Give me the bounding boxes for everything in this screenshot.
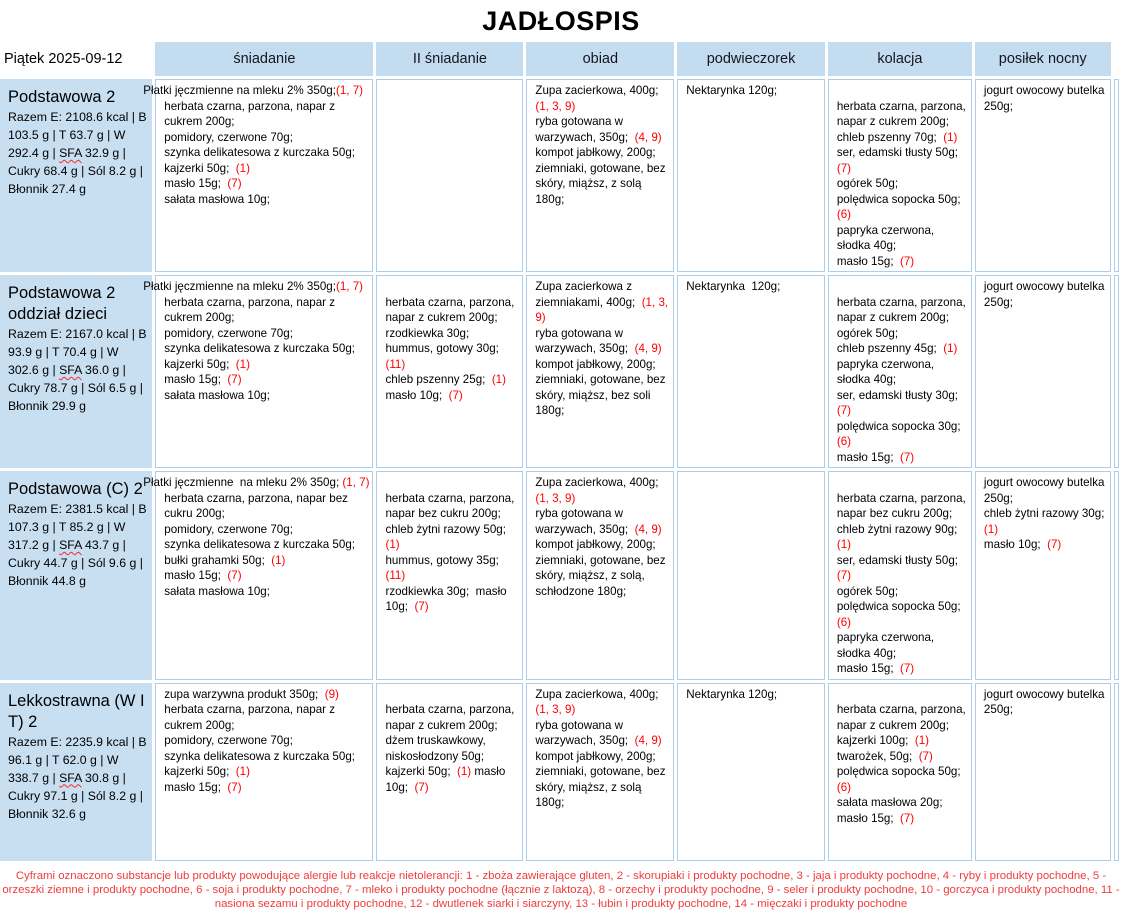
menu-text: masło 15g;	[836, 662, 900, 675]
allergen-code: (1)	[271, 553, 286, 567]
menu-text: herbata czarna, parzona, napar bez cukru 200g;	[836, 491, 969, 520]
menu-text-line	[837, 388, 968, 419]
menu-text: sałata masłowa 10g;	[164, 388, 270, 402]
menu-text: pomidory, czerwone 70g;	[164, 734, 293, 747]
menu-text-line	[164, 176, 369, 192]
menu-cell-kolacja	[828, 471, 972, 680]
menu-text-line	[164, 341, 369, 372]
menu-text-line	[837, 130, 968, 146]
allergen-code: (7)	[448, 388, 463, 402]
menu-text-line	[385, 584, 519, 615]
menu-cell-sniadanie	[143, 471, 373, 680]
menu-text: ser, edamski tłusty 30g;	[836, 388, 965, 402]
menu-text: hummus, gotowy 30g;	[385, 342, 506, 355]
menu-text: ryba gotowana w warzywach, 350g;	[535, 718, 635, 747]
menu-text: masło 15g;	[164, 177, 228, 190]
menu-text-line	[837, 419, 968, 450]
menu-cell-ii-sniadanie	[376, 683, 523, 861]
allergen-code: (1, 3, 9)	[535, 295, 672, 324]
blank-line	[385, 475, 519, 491]
menu-text: szynka delikatesowa z kurczaka 50g; kajzerki 50g;	[164, 146, 362, 175]
allergen-code: (7)	[836, 161, 852, 175]
menu-text: chleb pszenny 25g;	[385, 373, 492, 386]
allergen-code: (7)	[227, 373, 242, 386]
menu-text: Zupa zacierkowa z ziemniakami, 400g;	[535, 280, 642, 309]
menu-text-line	[385, 522, 519, 553]
menu-text-line	[837, 254, 968, 270]
allergen-code: (7)	[227, 177, 242, 190]
diet-row-header	[0, 471, 152, 680]
allergen-code: (4, 9)	[634, 342, 662, 355]
menu-text-line	[535, 687, 670, 718]
diet-name: Podstawowa 2 oddział dzieci	[8, 284, 116, 323]
diet-row-header	[0, 683, 152, 861]
menu-text-line	[984, 537, 1107, 553]
menu-text-line	[837, 749, 968, 765]
menu-text-line	[837, 630, 968, 661]
menu-text-line	[164, 687, 369, 703]
menu-cell-ii-sniadanie	[376, 79, 523, 272]
menu-text-line	[143, 279, 369, 295]
menu-text: jogurt owocowy butelka 250g;	[983, 476, 1108, 505]
menu-text-line	[164, 780, 369, 796]
menu-cell-kolacja	[828, 79, 972, 272]
allergen-code: (7)	[900, 450, 915, 464]
menu-text: twarożek, 50g;	[836, 749, 919, 763]
menu-text: chleb żytni razowy 50g;	[385, 522, 513, 536]
menu-cell-sniadanie	[155, 683, 373, 861]
allergen-code: (4, 9)	[634, 522, 662, 536]
allergen-code: (1, 3, 9)	[535, 99, 576, 113]
menu-text-line	[837, 176, 968, 192]
menu-cell-ii-sniadanie	[376, 471, 523, 680]
menu-text-line	[837, 491, 968, 522]
table-right-edge	[1114, 471, 1119, 680]
menu-text: ryba gotowana w warzywach, 350g;	[535, 326, 635, 355]
table-right-edge	[1114, 42, 1119, 76]
diet-label-wrap	[0, 471, 152, 598]
menu-text-line	[837, 522, 968, 553]
menu-text: chleb pszenny 70g;	[836, 130, 944, 144]
menu-text-line	[535, 475, 670, 506]
menu-text-line	[837, 584, 968, 600]
menu-text: jogurt owocowy butelka 250g;	[983, 84, 1108, 113]
diet-row-header	[0, 275, 152, 468]
menu-text: ogórek 50g;	[836, 584, 899, 598]
menu-text-line	[837, 145, 968, 176]
menu-text-line	[686, 83, 821, 99]
menu-text: kompot jabłkowy, 200g;	[535, 357, 656, 371]
allergen-code: (7)	[836, 569, 852, 582]
menu-cell-posilek-nocny	[975, 683, 1111, 861]
menu-text-line	[535, 372, 670, 419]
diet-label-wrap	[0, 79, 152, 206]
menu-text: ser, edamski tłusty 50g;	[836, 553, 965, 567]
menu-text-line	[164, 522, 369, 538]
allergen-code: (1)	[943, 342, 958, 355]
menu-text-line	[984, 687, 1107, 718]
menu-text: chleb żytni razowy 30g;	[983, 507, 1111, 520]
menu-text: herbata czarna, parzona, napar z cukrem 200g;	[164, 295, 339, 324]
menu-text: polędwica sopocka 50g;	[836, 765, 968, 778]
nutrition-summary: Razem E: 2235.9 kcal | B 96.1 g | T 62.0 g | W 338.7 g | SFA 30.8 g | Cukry 97.1 g | Sól 8.2 g | Błonnik 32.6 g	[8, 734, 147, 821]
column-header-row	[0, 42, 1119, 76]
menu-text-line	[164, 99, 369, 130]
menu-text: Płatki jęczmienne na mleku 2% 350g;	[143, 280, 336, 293]
menu-text: dżem truskawkowy, niskosłodzony 50g; kajzerki 50g;	[385, 734, 491, 778]
menu-text-line	[983, 506, 1111, 537]
menu-text-line	[535, 749, 670, 765]
sfa-term: SFA	[59, 538, 82, 552]
menu-text: szynka delikatesowa z kurczaka 50g; kajzerki 50g;	[164, 749, 362, 778]
allergen-code: (4, 9)	[634, 130, 662, 144]
menu-text-line	[837, 341, 968, 357]
blank-line	[837, 83, 968, 99]
allergen-code: (1, 7)	[342, 476, 370, 489]
allergen-code: (7)	[836, 404, 852, 417]
menu-text-line	[164, 130, 369, 146]
menu-row	[0, 275, 1119, 468]
diet-name: Podstawowa (C) 2	[8, 480, 143, 498]
menu-text: masło 10g;	[385, 388, 449, 402]
menu-text: szynka delikatesowa z kurczaka 50g; kajzerki 50g;	[164, 342, 362, 371]
sfa-term: SFA	[59, 770, 82, 785]
menu-text: herbata czarna, parzona, napar z cukrem 200g;	[164, 703, 339, 732]
menu-text: Płatki jęczmienne na mleku 2% 350g;	[143, 476, 343, 489]
menu-cell-podwieczorek	[677, 79, 825, 272]
allergen-code: (6)	[836, 615, 852, 629]
menu-text-line	[837, 99, 968, 130]
menu-text: kompot jabłkowy, 200g;	[535, 538, 656, 551]
allergen-code: (7)	[900, 254, 915, 268]
menu-text-line	[535, 83, 670, 114]
col-header-posilek-nocny: posiłek nocny	[975, 42, 1111, 76]
menu-text-line	[535, 279, 670, 326]
menu-text: papryka czerwona, słodka 40g;	[836, 357, 938, 386]
menu-cell-obiad	[526, 471, 674, 680]
diet-label-wrap	[0, 683, 152, 831]
menu-text: polędwica sopocka 50g;	[836, 600, 968, 613]
blank-line	[385, 279, 519, 295]
menu-text-line	[164, 372, 369, 388]
menu-text: ziemniaki, gotowane, bez skóry, miąższ, z solą 180g;	[535, 765, 669, 809]
menu-text: ziemniaki, gotowane, bez skóry, miąższ, bez soli 180g;	[535, 373, 669, 417]
menu-text: pomidory, czerwone 70g;	[164, 130, 293, 144]
menu-text-line	[837, 295, 968, 342]
col-header-podwieczorek: podwieczorek	[677, 42, 825, 76]
menu-text-line	[837, 223, 968, 254]
menu-text-line	[837, 764, 968, 795]
allergen-code: (7)	[1047, 538, 1062, 551]
menu-text: pomidory, czerwone 70g;	[164, 522, 293, 536]
menu-text: Płatki jęczmienne na mleku 2% 350g;	[143, 84, 336, 97]
menu-text: ryba gotowana w warzywach, 350g;	[535, 507, 635, 536]
allergen-code: (1, 7)	[335, 84, 364, 97]
allergen-code: (7)	[900, 811, 915, 825]
menu-text-line	[164, 145, 369, 176]
date-label: Piątek 2025-09-12	[0, 42, 152, 76]
menu-text-line	[164, 584, 369, 600]
menu-text-line	[686, 687, 821, 703]
menu-text-line	[837, 192, 968, 223]
menu-row	[0, 79, 1119, 272]
allergen-code: (7)	[227, 569, 242, 582]
col-header-obiad: obiad	[526, 42, 674, 76]
sfa-term: SFA	[59, 363, 82, 377]
menu-text: masło 10g;	[983, 538, 1048, 551]
menu-cell-podwieczorek	[677, 275, 825, 468]
allergen-code: (1)	[235, 161, 250, 175]
menu-text-line	[164, 733, 369, 749]
menu-text-line	[385, 295, 519, 342]
menu-text-line	[535, 764, 670, 811]
menu-text-line	[984, 279, 1107, 310]
diet-row-header	[0, 79, 152, 272]
menu-cell-sniadanie	[143, 79, 373, 272]
table-right-edge	[1114, 275, 1119, 468]
menu-text-line	[837, 553, 968, 584]
allergen-code: (1)	[235, 765, 250, 778]
allergen-code: (7)	[227, 780, 242, 794]
menu-text: ryba gotowana w warzywach, 350g;	[535, 115, 635, 144]
menu-text: Nektarynka 120g;	[686, 84, 778, 97]
allergen-code: (7)	[918, 749, 933, 763]
menu-text-line	[164, 326, 369, 342]
menu-text-line	[164, 702, 369, 733]
menu-text: ziemniaki, gotowane, bez skóry, miąższ, z solą, schłodzone 180g;	[535, 553, 669, 598]
menu-text-line	[837, 599, 968, 630]
menu-text-line	[535, 161, 670, 208]
menu-text: rzodkiewka 30g; masło 10g;	[385, 584, 510, 613]
nutrition-summary: Razem E: 2167.0 kcal | B 93.9 g | T 70.4 g | W 302.6 g | SFA 36.0 g | Cukry 78.7 g | Sól 6.5 g | Błonnik 29.9 g	[8, 327, 147, 413]
menu-text: zupa warzywna produkt 350g;	[164, 687, 325, 701]
menu-cell-posilek-nocny	[975, 275, 1111, 468]
menu-text-line	[385, 341, 519, 372]
menu-text: Nektarynka 120g;	[686, 280, 781, 293]
menu-text: masło 15g;	[164, 780, 228, 794]
menu-cell-obiad	[526, 275, 674, 468]
menu-text: herbata czarna, parzona, napar z cukrem 200g; ogórek 50g;	[836, 295, 969, 340]
menu-text: herbata czarna, parzona, napar z cukrem 200g;	[836, 99, 969, 128]
menu-text-line	[837, 661, 968, 677]
allergen-code: (6)	[836, 780, 852, 794]
menu-text: herbata czarna, parzona, napar z cukrem 200g;	[164, 99, 339, 128]
diet-name: Lekkostrawna (W I T) 2	[8, 691, 145, 731]
menu-text-line	[143, 475, 370, 491]
menu-text-line	[535, 357, 670, 373]
menu-text: sałata masłowa 10g;	[164, 192, 270, 206]
menu-cell-obiad	[526, 683, 674, 861]
menu-text: herbata czarna, parzona, napar z cukrem 200g; rzodkiewka 30g;	[385, 295, 518, 340]
menu-text: herbata czarna, parzona, napar bez cukru 200g;	[164, 491, 352, 520]
allergen-code: (1)	[983, 522, 999, 536]
menu-text-line	[686, 279, 821, 295]
allergen-code: (1, 3, 9)	[535, 703, 576, 716]
menu-text: chleb żytni razowy 90g;	[836, 522, 964, 536]
menu-table	[0, 39, 1122, 864]
blank-line	[837, 687, 968, 703]
allergen-code: (1)	[914, 734, 929, 747]
menu-text-line	[164, 491, 369, 522]
menu-text: papryka czerwona, słodka 40g;	[836, 223, 938, 252]
menu-text-line	[837, 702, 968, 749]
menu-text-line	[164, 192, 369, 208]
menu-text-line	[535, 537, 670, 553]
menu-text: herbata czarna, parzona, napar z cukrem 200g;	[385, 703, 518, 732]
allergen-code: (6)	[836, 435, 852, 448]
menu-cell-posilek-nocny	[975, 79, 1111, 272]
blank-line	[837, 279, 968, 295]
menu-cell-kolacja	[828, 683, 972, 861]
menu-text-line	[385, 702, 519, 733]
menu-text: kompot jabłkowy, 200g;	[535, 146, 656, 159]
menu-text-line	[385, 733, 519, 795]
menu-text-line	[535, 145, 670, 161]
menu-text-line	[837, 450, 968, 466]
col-header-kolacja: kolacja	[828, 42, 972, 76]
menu-text: pomidory, czerwone 70g;	[164, 326, 293, 340]
menu-text-line	[385, 553, 519, 584]
menu-text-line	[385, 372, 519, 388]
sfa-term: SFA	[59, 146, 82, 160]
allergen-code: (1)	[943, 130, 958, 144]
allergen-code: (1)	[836, 538, 852, 551]
allergen-code: (11)	[385, 357, 406, 371]
menu-text-line	[143, 83, 369, 99]
allergen-code: (1, 7)	[335, 280, 364, 293]
page-title: JADŁOSPIS	[482, 6, 640, 36]
menu-text: ogórek 50g;	[836, 177, 899, 190]
menu-text-line	[164, 749, 369, 780]
allergen-code: (9)	[324, 687, 339, 701]
menu-text-line	[164, 388, 369, 404]
menu-text-line	[535, 326, 670, 357]
menu-text: jogurt owocowy butelka 250g;	[983, 280, 1108, 309]
menu-text: papryka czerwona, słodka 40g;	[836, 631, 938, 660]
menu-text-line	[535, 718, 670, 749]
menu-text-line	[164, 537, 369, 568]
col-header-ii-sniadanie: II śniadanie	[376, 42, 523, 76]
table-right-edge	[1114, 79, 1119, 272]
menu-text-line	[385, 388, 519, 404]
allergen-code: (7)	[900, 662, 915, 675]
menu-text-line	[535, 553, 670, 600]
menu-cell-ii-sniadanie	[376, 275, 523, 468]
menu-text: herbata czarna, parzona, napar bez cukru 200g;	[385, 491, 518, 520]
allergen-code: (4, 9)	[634, 734, 662, 747]
menu-cell-kolacja	[828, 275, 972, 468]
nutrition-summary: Razem E: 2381.5 kcal | B 107.3 g | T 85.2 g | W 317.2 g | SFA 43.7 g | Cukry 44.7 g | Sól 9.6 g | Błonnik 44.8 g	[8, 502, 147, 588]
menu-text: masło 15g;	[164, 569, 228, 582]
menu-text: polędwica sopocka 30g;	[836, 419, 968, 433]
menu-text: masło 10g;	[385, 765, 509, 794]
menu-text: polędwica sopocka 50g;	[836, 192, 968, 206]
menu-text-line	[385, 491, 519, 522]
menu-text: Zupa zacierkowa, 400g;	[535, 687, 665, 701]
menu-cell-podwieczorek	[677, 471, 825, 680]
diet-name: Podstawowa 2	[8, 88, 116, 106]
allergen-code: (6)	[836, 208, 852, 221]
menu-text: Nektarynka 120g;	[686, 687, 778, 701]
blank-line	[385, 687, 519, 703]
menu-text: jogurt owocowy butelka 250g;	[983, 687, 1108, 716]
diet-label-wrap	[0, 275, 152, 423]
menu-text: sałata masłowa 20g; masło 15g;	[836, 796, 949, 825]
menu-text: Zupa zacierkowa, 400g;	[535, 476, 665, 489]
menu-text-line	[535, 506, 670, 537]
menu-text: chleb pszenny 45g;	[836, 342, 944, 355]
menu-text-line	[164, 295, 369, 326]
menu-row	[0, 683, 1119, 861]
nutrition-summary: Razem E: 2108.6 kcal | B 103.5 g | T 63.7 g | W 292.4 g | SFA 32.9 g | Cukry 68.4 g | Sól 8.2 g | Błonnik 27.4 g	[8, 110, 147, 196]
allergen-code: (1)	[456, 765, 472, 778]
menu-cell-obiad	[526, 79, 674, 272]
menu-text-line	[837, 795, 968, 826]
menu-cell-posilek-nocny	[975, 471, 1111, 680]
menu-text: masło 15g;	[836, 450, 900, 464]
allergen-code: (7)	[414, 600, 429, 613]
menu-text: masło 15g;	[164, 373, 228, 386]
menu-text: masło 15g;	[836, 254, 900, 268]
menu-text: Zupa zacierkowa, 400g;	[535, 84, 665, 97]
menu-text: ser, edamski tłusty 50g;	[836, 146, 965, 159]
allergen-code: (7)	[414, 780, 429, 794]
menu-text-line	[164, 568, 369, 584]
menu-text: hummus, gotowy 35g;	[385, 553, 506, 567]
menu-text-line	[837, 357, 968, 388]
menu-text-line	[535, 114, 670, 145]
menu-text-line	[984, 475, 1107, 506]
footer-legend: Cyframi oznaczono substancje lub produkty powodujące alergie lub reakcje nietolerancji: 1 - zboża zawierające gluten, 2 - skorupiaki i produkty pochodne, 3 - jaja i produkty pochodne, 4 - ryby i produkty pochodne, 5 - orzeszki ziemne i produkty pochodne, 6 - soja i produkty pochodne, 7 - mleko i produkty pochodne (łącznie z laktozą), 8 - orzechy i produkty pochodne, 9 - seler i produkty pochodne, 10 - gorczyca i produkty pochodne, 11 - nasiona sezamu i produkty pochodne, 12 - dwutlenek siarki i siarczyny, 13 - łubin i produkty pochodne, 14 - mięczaki i produkty pochodne	[2, 869, 1120, 910]
allergen-code: (1)	[235, 357, 250, 371]
allergen-code: (1)	[385, 538, 400, 551]
menu-cell-podwieczorek	[677, 683, 825, 861]
menu-cell-sniadanie	[143, 275, 373, 468]
allergen-code: (1)	[491, 373, 506, 386]
allergen-code: (1, 3, 9)	[535, 491, 576, 505]
menu-text: ziemniaki, gotowane, bez skóry, miąższ, z solą 180g;	[535, 161, 669, 206]
col-header-sniadanie: śniadanie	[155, 42, 373, 76]
menu-text: sałata masłowa 10g;	[164, 584, 270, 598]
menu-text: kompot jabłkowy, 200g;	[535, 749, 656, 763]
blank-line	[837, 475, 968, 491]
menu-text: szynka delikatesowa z kurczaka 50g; bułki grahamki 50g;	[164, 538, 362, 567]
menu-text: herbata czarna, parzona, napar z cukrem 200g; kajzerki 100g;	[836, 703, 969, 747]
menu-text-line	[984, 83, 1107, 114]
table-right-edge	[1114, 683, 1119, 861]
allergen-code: (11)	[385, 569, 406, 582]
menu-row	[0, 471, 1119, 680]
